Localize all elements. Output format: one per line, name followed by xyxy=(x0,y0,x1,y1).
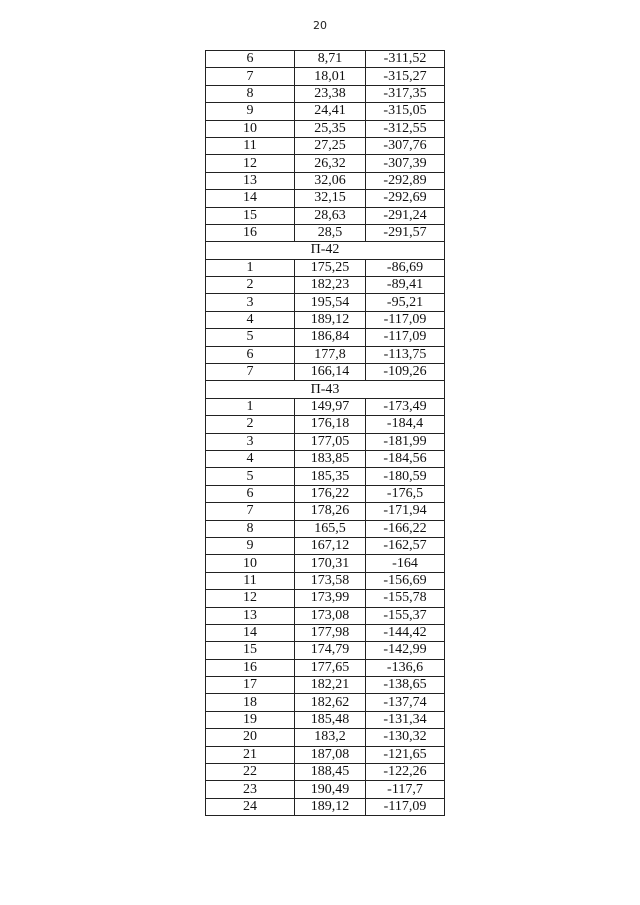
x-value-cell: 176,18 xyxy=(295,416,366,433)
table-row xyxy=(206,311,445,328)
coordinates-table xyxy=(205,50,445,816)
x-value-cell: 177,65 xyxy=(295,659,366,676)
x-value-cell: 24,41 xyxy=(295,103,366,120)
point-number-cell: 24 xyxy=(206,798,295,815)
y-value-cell: -162,57 xyxy=(366,537,445,554)
point-number-cell: 21 xyxy=(206,746,295,763)
table-row xyxy=(206,503,445,520)
x-value-cell: 28,63 xyxy=(295,207,366,224)
point-number-cell: 11 xyxy=(206,572,295,589)
point-number-cell: 3 xyxy=(206,294,295,311)
point-number-cell: 12 xyxy=(206,155,295,172)
table-row xyxy=(206,798,445,815)
section-header-row xyxy=(206,242,445,259)
table-row xyxy=(206,190,445,207)
x-value-cell: 177,98 xyxy=(295,624,366,641)
table-row xyxy=(206,677,445,694)
point-number-cell: 10 xyxy=(206,120,295,137)
point-number-cell: 15 xyxy=(206,207,295,224)
point-number-cell: 18 xyxy=(206,694,295,711)
y-value-cell: -122,26 xyxy=(366,764,445,781)
point-number-cell: 10 xyxy=(206,555,295,572)
table-row xyxy=(206,103,445,120)
y-value-cell: -117,09 xyxy=(366,311,445,328)
x-value-cell: 27,25 xyxy=(295,137,366,154)
point-number-cell: 12 xyxy=(206,590,295,607)
x-value-cell: 23,38 xyxy=(295,85,366,102)
x-value-cell: 167,12 xyxy=(295,537,366,554)
y-value-cell: -184,4 xyxy=(366,416,445,433)
table-row xyxy=(206,642,445,659)
y-value-cell: -312,55 xyxy=(366,120,445,137)
section-header-row xyxy=(206,381,445,398)
y-value-cell: -307,76 xyxy=(366,137,445,154)
x-value-cell: 18,01 xyxy=(295,68,366,85)
x-value-cell: 183,2 xyxy=(295,729,366,746)
y-value-cell: -181,99 xyxy=(366,433,445,450)
table-row xyxy=(206,68,445,85)
point-number-cell: 7 xyxy=(206,68,295,85)
x-value-cell: 173,99 xyxy=(295,590,366,607)
x-value-cell: 173,08 xyxy=(295,607,366,624)
table-row xyxy=(206,346,445,363)
table-row xyxy=(206,624,445,641)
table-row xyxy=(206,746,445,763)
x-value-cell: 178,26 xyxy=(295,503,366,520)
x-value-cell: 188,45 xyxy=(295,764,366,781)
table-row xyxy=(206,364,445,381)
y-value-cell: -136,6 xyxy=(366,659,445,676)
table-row xyxy=(206,416,445,433)
x-value-cell: 165,5 xyxy=(295,520,366,537)
table-row xyxy=(206,781,445,798)
x-value-cell: 195,54 xyxy=(295,294,366,311)
section-title: П-42 xyxy=(206,242,445,259)
point-number-cell: 20 xyxy=(206,729,295,746)
point-number-cell: 17 xyxy=(206,677,295,694)
table-row xyxy=(206,694,445,711)
point-number-cell: 2 xyxy=(206,277,295,294)
point-number-cell: 14 xyxy=(206,190,295,207)
y-value-cell: -173,49 xyxy=(366,398,445,415)
table-body xyxy=(206,51,445,816)
table-row xyxy=(206,590,445,607)
table-row xyxy=(206,572,445,589)
x-value-cell: 177,8 xyxy=(295,346,366,363)
x-value-cell: 177,05 xyxy=(295,433,366,450)
x-value-cell: 186,84 xyxy=(295,329,366,346)
section-title: П-43 xyxy=(206,381,445,398)
point-number-cell: 7 xyxy=(206,503,295,520)
table-row xyxy=(206,485,445,502)
point-number-cell: 3 xyxy=(206,433,295,450)
table-row xyxy=(206,398,445,415)
table-row xyxy=(206,120,445,137)
x-value-cell: 185,35 xyxy=(295,468,366,485)
point-number-cell: 8 xyxy=(206,85,295,102)
table-row xyxy=(206,277,445,294)
table-row xyxy=(206,450,445,467)
point-number-cell: 9 xyxy=(206,537,295,554)
x-value-cell: 166,14 xyxy=(295,364,366,381)
y-value-cell: -137,74 xyxy=(366,694,445,711)
table-row xyxy=(206,155,445,172)
y-value-cell: -117,09 xyxy=(366,329,445,346)
y-value-cell: -315,27 xyxy=(366,68,445,85)
table-row xyxy=(206,555,445,572)
x-value-cell: 25,35 xyxy=(295,120,366,137)
page-number: 20 xyxy=(313,19,327,32)
y-value-cell: -144,42 xyxy=(366,624,445,641)
y-value-cell: -89,41 xyxy=(366,277,445,294)
y-value-cell: -315,05 xyxy=(366,103,445,120)
x-value-cell: 149,97 xyxy=(295,398,366,415)
table-row xyxy=(206,537,445,554)
x-value-cell: 182,62 xyxy=(295,694,366,711)
x-value-cell: 26,32 xyxy=(295,155,366,172)
y-value-cell: -176,5 xyxy=(366,485,445,502)
x-value-cell: 173,58 xyxy=(295,572,366,589)
x-value-cell: 182,21 xyxy=(295,677,366,694)
point-number-cell: 2 xyxy=(206,416,295,433)
point-number-cell: 1 xyxy=(206,398,295,415)
point-number-cell: 13 xyxy=(206,607,295,624)
point-number-cell: 22 xyxy=(206,764,295,781)
x-value-cell: 187,08 xyxy=(295,746,366,763)
point-number-cell: 19 xyxy=(206,711,295,728)
y-value-cell: -171,94 xyxy=(366,503,445,520)
point-number-cell: 7 xyxy=(206,364,295,381)
y-value-cell: -317,35 xyxy=(366,85,445,102)
y-value-cell: -292,69 xyxy=(366,190,445,207)
y-value-cell: -166,22 xyxy=(366,520,445,537)
table-row xyxy=(206,659,445,676)
x-value-cell: 176,22 xyxy=(295,485,366,502)
point-number-cell: 4 xyxy=(206,450,295,467)
table-row xyxy=(206,711,445,728)
point-number-cell: 1 xyxy=(206,259,295,276)
table-row xyxy=(206,259,445,276)
y-value-cell: -113,75 xyxy=(366,346,445,363)
x-value-cell: 32,15 xyxy=(295,190,366,207)
point-number-cell: 15 xyxy=(206,642,295,659)
point-number-cell: 4 xyxy=(206,311,295,328)
table-row xyxy=(206,729,445,746)
x-value-cell: 183,85 xyxy=(295,450,366,467)
y-value-cell: -291,57 xyxy=(366,224,445,241)
x-value-cell: 182,23 xyxy=(295,277,366,294)
y-value-cell: -180,59 xyxy=(366,468,445,485)
table-row xyxy=(206,607,445,624)
y-value-cell: -109,26 xyxy=(366,364,445,381)
y-value-cell: -164 xyxy=(366,555,445,572)
table-row xyxy=(206,137,445,154)
x-value-cell: 185,48 xyxy=(295,711,366,728)
point-number-cell: 16 xyxy=(206,659,295,676)
y-value-cell: -291,24 xyxy=(366,207,445,224)
table-row xyxy=(206,51,445,68)
x-value-cell: 32,06 xyxy=(295,172,366,189)
y-value-cell: -155,78 xyxy=(366,590,445,607)
point-number-cell: 23 xyxy=(206,781,295,798)
y-value-cell: -155,37 xyxy=(366,607,445,624)
table-row xyxy=(206,433,445,450)
y-value-cell: -131,34 xyxy=(366,711,445,728)
x-value-cell: 8,71 xyxy=(295,51,366,68)
y-value-cell: -117,09 xyxy=(366,798,445,815)
table-row xyxy=(206,329,445,346)
y-value-cell: -307,39 xyxy=(366,155,445,172)
table-row xyxy=(206,172,445,189)
table-row xyxy=(206,85,445,102)
x-value-cell: 189,12 xyxy=(295,798,366,815)
x-value-cell: 175,25 xyxy=(295,259,366,276)
y-value-cell: -184,56 xyxy=(366,450,445,467)
point-number-cell: 6 xyxy=(206,51,295,68)
point-number-cell: 5 xyxy=(206,468,295,485)
table-row xyxy=(206,468,445,485)
table-row xyxy=(206,224,445,241)
x-value-cell: 190,49 xyxy=(295,781,366,798)
y-value-cell: -86,69 xyxy=(366,259,445,276)
x-value-cell: 28,5 xyxy=(295,224,366,241)
point-number-cell: 16 xyxy=(206,224,295,241)
y-value-cell: -142,99 xyxy=(366,642,445,659)
y-value-cell: -95,21 xyxy=(366,294,445,311)
point-number-cell: 13 xyxy=(206,172,295,189)
y-value-cell: -138,65 xyxy=(366,677,445,694)
table-row xyxy=(206,294,445,311)
y-value-cell: -156,69 xyxy=(366,572,445,589)
table-row xyxy=(206,520,445,537)
y-value-cell: -130,32 xyxy=(366,729,445,746)
y-value-cell: -117,7 xyxy=(366,781,445,798)
x-value-cell: 170,31 xyxy=(295,555,366,572)
point-number-cell: 5 xyxy=(206,329,295,346)
point-number-cell: 9 xyxy=(206,103,295,120)
x-value-cell: 189,12 xyxy=(295,311,366,328)
point-number-cell: 14 xyxy=(206,624,295,641)
table-row xyxy=(206,207,445,224)
y-value-cell: -121,65 xyxy=(366,746,445,763)
point-number-cell: 8 xyxy=(206,520,295,537)
y-value-cell: -292,89 xyxy=(366,172,445,189)
point-number-cell: 6 xyxy=(206,346,295,363)
y-value-cell: -311,52 xyxy=(366,51,445,68)
point-number-cell: 11 xyxy=(206,137,295,154)
x-value-cell: 174,79 xyxy=(295,642,366,659)
table-row xyxy=(206,764,445,781)
point-number-cell: 6 xyxy=(206,485,295,502)
